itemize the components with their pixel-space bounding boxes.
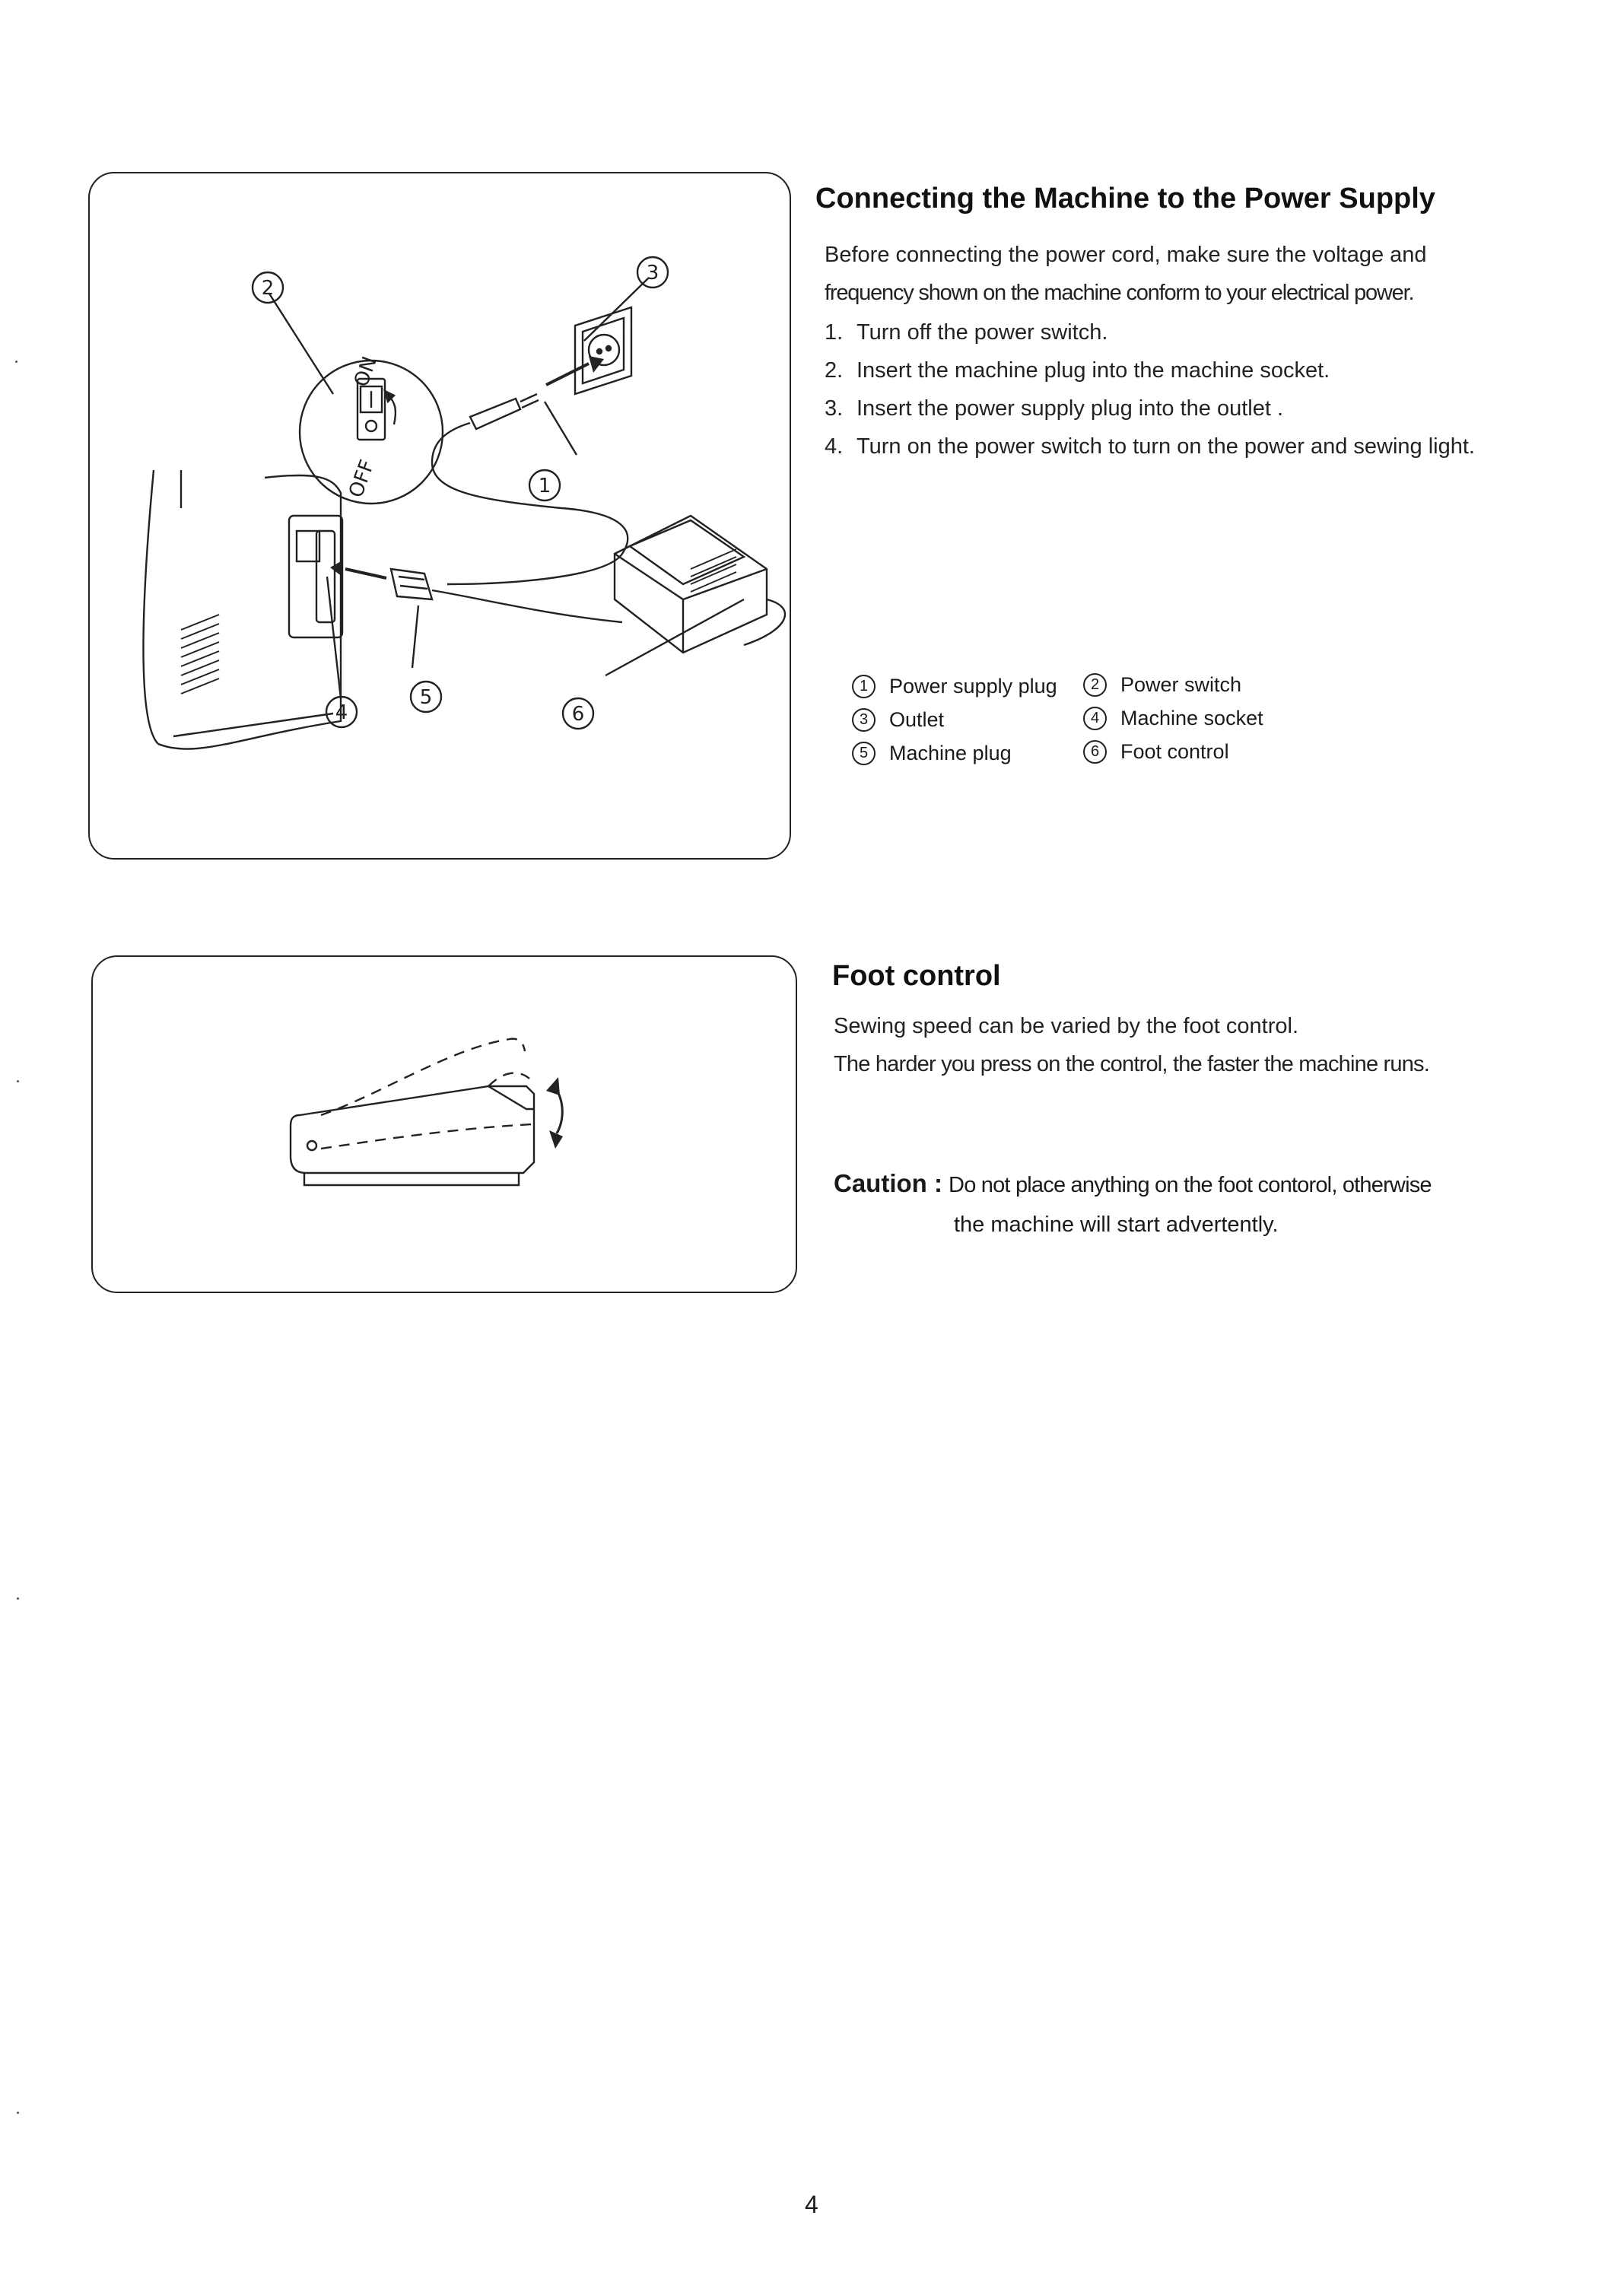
list-item: [825, 427, 1524, 466]
legend-number: 3: [852, 708, 876, 732]
power-supply-intro: [825, 236, 1524, 312]
callout-2: 2: [261, 277, 275, 300]
legend-label: Power switch: [1120, 673, 1242, 696]
caution-label: Caution :: [834, 1169, 942, 1197]
callout-1: 1: [538, 475, 551, 497]
legend-label: Machine plug: [889, 742, 1012, 764]
list-item: [825, 351, 1524, 389]
step-text: Turn off the power switch.: [856, 320, 1108, 345]
section-title-power-supply: Connecting the Machine to the Power Supply: [815, 183, 1435, 215]
callout-3: 3: [646, 262, 659, 284]
legend-item: [852, 736, 1012, 770]
intro-line: frequency shown on the machine conform to your electrical power.: [825, 281, 1414, 305]
step-number: 4.: [825, 434, 844, 459]
legend-label: Foot control: [1120, 740, 1229, 763]
scan-speck: [17, 1597, 19, 1600]
legend-item: [1083, 735, 1229, 768]
legend-number: 2: [1083, 673, 1107, 697]
caution-text: the machine will start advertently.: [954, 1213, 1279, 1237]
step-text: Insert the machine plug into the machine socket.: [856, 358, 1330, 383]
step-number: 1.: [825, 320, 844, 345]
legend-number: 6: [1083, 740, 1107, 764]
switch-off-label: OFF: [345, 456, 380, 501]
callout-5: 5: [419, 686, 433, 709]
callout-4: 4: [335, 701, 348, 724]
legend-item: [852, 669, 1057, 703]
legend-number: 4: [1083, 707, 1107, 730]
switch-on-label: ON: [350, 353, 382, 390]
description-line: The harder you press on the control, the faster the machine runs.: [834, 1052, 1430, 1076]
caution-text: Do not place anything on the foot contorol, otherwise: [949, 1173, 1432, 1197]
section-title-foot-control: Foot control: [832, 960, 1001, 992]
step-text: Insert the power supply plug into the outlet .: [856, 396, 1284, 421]
scan-speck: [17, 1080, 19, 1082]
legend-label: Power supply plug: [889, 675, 1057, 698]
step-number: 3.: [825, 396, 844, 421]
connection-steps-list: [825, 313, 1524, 466]
scan-speck: [15, 361, 17, 363]
legend-item: [1083, 668, 1241, 701]
connection-illustration-panel: [88, 172, 791, 860]
foot-control-description: [834, 1007, 1541, 1083]
scan-speck: [17, 2112, 19, 2114]
legend-label: Machine socket: [1120, 707, 1263, 729]
page-number: 4: [805, 2191, 818, 2218]
legend-item: [852, 703, 944, 736]
foot-control-illustration-panel: [91, 955, 797, 1293]
foot-control-diagram: [93, 957, 796, 1292]
power-connection-diagram: [90, 173, 790, 858]
list-item: [825, 313, 1524, 351]
step-text: Turn on the power switch to turn on the power and sewing light.: [856, 434, 1475, 459]
legend-label: Outlet: [889, 708, 945, 731]
callout-6: 6: [571, 703, 585, 726]
intro-line: Before connecting the power cord, make sure the voltage and: [825, 243, 1427, 267]
caution-note: [834, 1164, 1549, 1244]
step-number: 2.: [825, 358, 844, 383]
legend-item: [1083, 701, 1263, 735]
legend-number: 1: [852, 675, 876, 698]
list-item: [825, 389, 1524, 427]
description-line: Sewing speed can be varied by the foot control.: [834, 1014, 1298, 1038]
legend-number: 5: [852, 742, 876, 765]
